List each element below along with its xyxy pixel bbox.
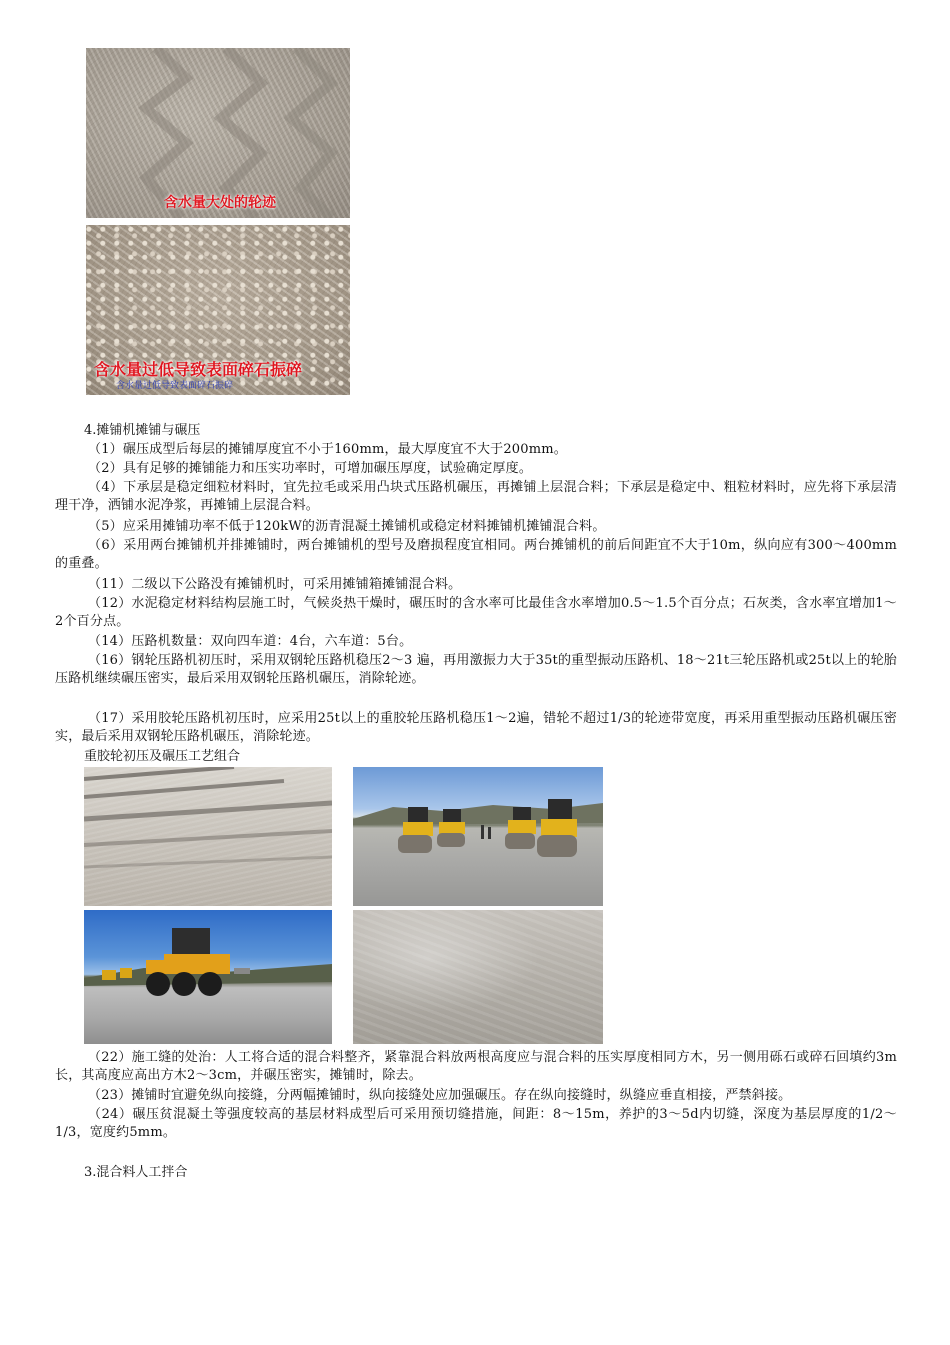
- gravel-bottom-caption: 含水量过低导致表面碎石振碎: [94, 360, 303, 379]
- gravel-wheel-track-photo: [86, 48, 350, 218]
- item-1: （1）碾压成型后每层的摊铺厚度宜不小于160mm，最大厚度宜不大于200mm。: [88, 442, 568, 457]
- item-4: （4）下承层是稳定细粒材料时，宜先拉毛或采用凸块式压路机碾压，再摊铺上层混合料；下承层是稳定中、粗粒材料时，应先将下承层清理干净，洒铺水泥净浆，再摊铺上层混合料。: [55, 480, 897, 513]
- gravel-crushed-photo: [86, 225, 350, 395]
- gravel-bottom-subcaption: 含水量过低导致表面碎石振碎: [116, 381, 234, 391]
- item-12: （12）水泥稳定材料结构层施工时，气候炎热干燥时，碾压时的含水率可比最佳含水率增加0.5～1.5个百分点；石灰类，含水率宜增加1～2个百分点。: [55, 596, 897, 629]
- tire-roller-photo: [84, 910, 332, 1044]
- item-24: （24）碾压贫混凝土等强度较高的基层材料成型后可采用预切缝措施，间距：8～15m，养护的3～5d内切缝，深度为基层厚度的1/2～1/3，宽度约5mm。: [55, 1107, 897, 1140]
- paving-heading: 4.摊铺机摊铺与碾压: [84, 423, 201, 438]
- surface-ridges: [84, 767, 332, 906]
- roller-caption: 重胶轮初压及碾压工艺组合: [84, 749, 241, 764]
- rollers-pair-photo: [353, 767, 603, 906]
- item-5: （5）应采用摊铺功率不低于120kW的沥青混凝土摊铺机或稳定材料摊铺机摊铺混合料。: [88, 519, 606, 534]
- item-16: （16）钢轮压路机初压时，采用双钢轮压路机稳压2～3 遍，再用激振力大于35t的重型振动压路机、18～21t三轮压路机或25t以上的轮胎压路机继续碾压密实，最后采用双钢轮压路机碾压，消除轮迹。: [55, 653, 897, 686]
- item-22: （22）施工缝的处治：人工将合适的混合料整齐，紧靠混合料放两根高度应与混合料的压实厚度相同方木，另一侧用砾石或碎石回填约3m长，其高度应高出方木2～3cm，并碾压密实，摊铺时，除去。: [55, 1050, 897, 1083]
- item-2: （2）具有足够的摊铺能力和压实功率时，可增加碾压厚度，试验确定厚度。: [88, 461, 533, 476]
- gravel-top-caption: 含水量大处的轮迹: [164, 195, 276, 211]
- item-23: （23）摊铺时宜避免纵向接缝，分两幅摊铺时，纵向接缝处应加强碾压。存在纵向接缝时，纵缝应垂直相接，严禁斜接。: [88, 1088, 792, 1103]
- mixing-heading: 3.混合料人工拌合: [84, 1165, 188, 1180]
- item-14: （14）压路机数量：双向四车道：4台，六车道：5台。: [88, 634, 413, 649]
- item-11: （11）二级以下公路没有摊铺机时，可采用摊铺箱摊铺混合料。: [88, 577, 462, 592]
- compacted-surface-photo: [353, 910, 603, 1044]
- tire-roller-scene: [84, 910, 332, 1044]
- item-6: （6）采用两台摊铺机并排摊铺时，两台摊铺机的型号及磨损程度宜相同。两台摊铺机的前后间距宜不大于10m，纵向应有300～400mm的重叠。: [55, 538, 897, 571]
- item-17: （17）采用胶轮压路机初压时，应采用25t以上的重胶轮压路机稳压1～2遍，错轮不超过1/3的轮迹带宽度，再采用重型振动压路机碾压密实，最后采用双钢轮压路机碾压，消除轮迹。: [55, 711, 897, 744]
- ridged-surface-photo: [84, 767, 332, 906]
- rollers-scene: [353, 767, 603, 906]
